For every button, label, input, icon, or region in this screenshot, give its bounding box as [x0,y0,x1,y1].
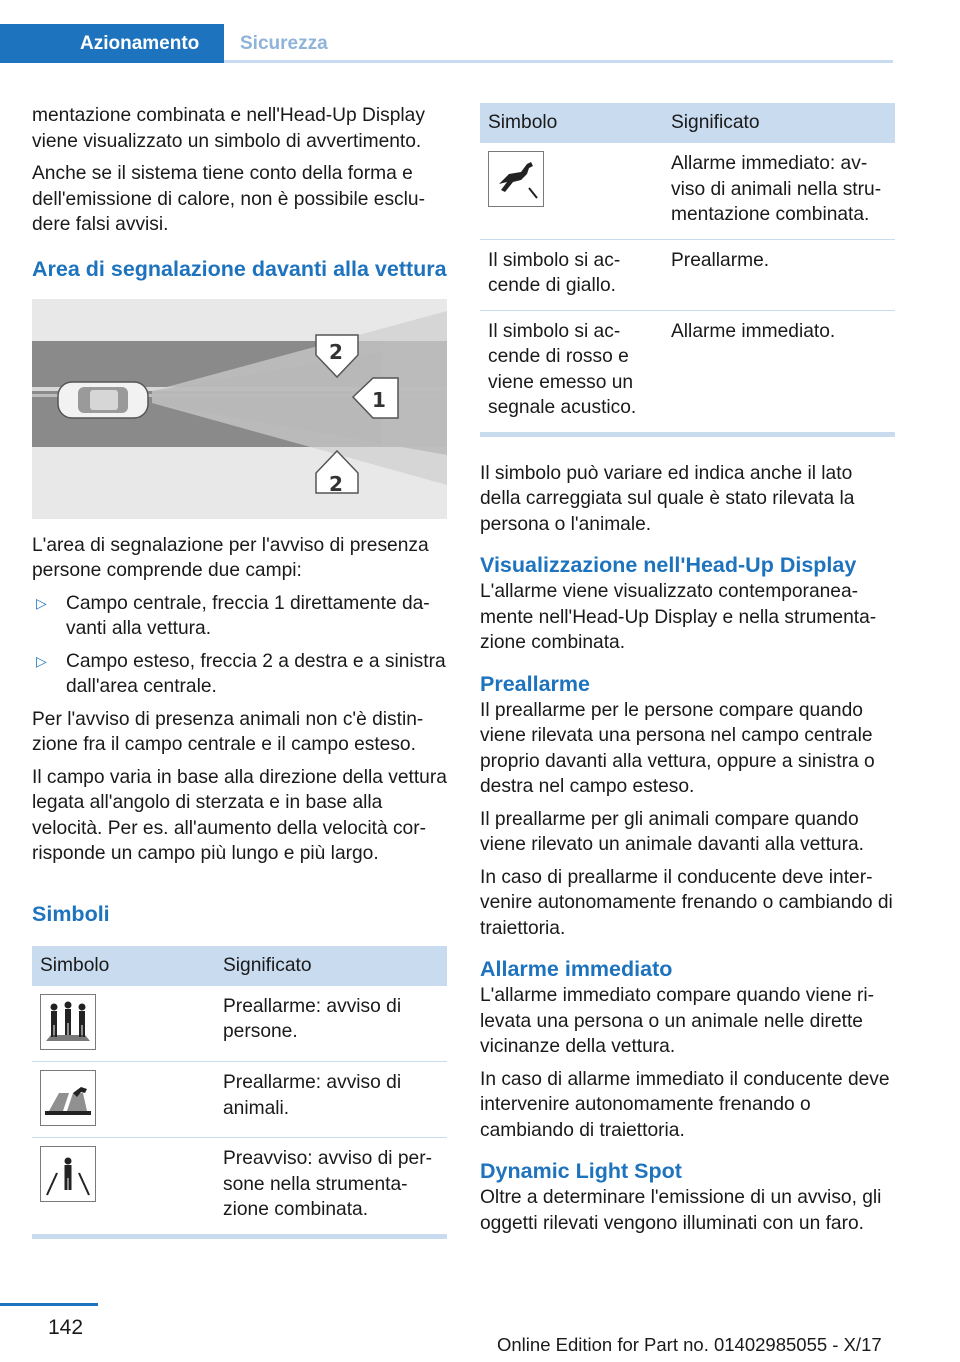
pedestrian-road-icon [40,1146,96,1202]
table-cell: Preallarme: avviso di animali. [215,1062,447,1138]
paragraph: In caso di preallarme il conducente deve intervenire autonomamente frenando o cambiando di traiettoria. [480,866,893,939]
paragraph: Oltre a determinare l'emissione di un avviso, gli oggetti rilevati vengono illuminati con un faro. [480,1187,882,1234]
arrow-label: 1 [372,387,386,412]
table-row [32,1138,447,1235]
detection-area-illustration [32,299,447,519]
bullet-item [32,591,447,642]
paragraph: In caso di allarme immediato il conducente deve intervenire autonomamente frenando o cambiando di traiettoria. [480,1068,890,1141]
section-heading: Area di segnalazione davanti alla vettura [32,256,447,281]
paragraph: L'allarme immediato compare quando viene rilevata una persona o un animale nelle dirette vicinanze della vettura. [480,985,875,1057]
paragraph: Il preallarme per gli animali compare quando viene rilevato un animale davanti alla vettura. [480,808,864,855]
edition-note: Online Edition for Part no. 01402985055 - X/17 [497,1334,882,1355]
paragraph: Per l'avviso di presenza animali non c'è distinzione fra il campo centrale e il campo esteso. [32,708,424,755]
table-header: Simbolo [32,946,215,986]
footer-rule [0,1303,98,1306]
tab-azionamento[interactable]: Azionamento [0,24,224,63]
table-cell: Allarme immediato. [663,310,895,432]
table-cell: Preallarme: avviso di persone. [215,986,447,1062]
page-header [0,24,893,62]
bullet-item [32,649,447,700]
table-cell: Il simbolo si accende di giallo. [480,239,663,310]
page-number: 142 [48,1316,84,1339]
deer-jumping-icon [488,151,544,207]
table-header: Simbolo [480,103,663,143]
table-cell: Allarme immediato: avviso di animali nella strumentazione combinata. [663,143,895,239]
pedestrians-warning-icon [40,994,96,1050]
section-heading: Dynamic Light Spot [480,1159,682,1183]
section-heading: Preallarme [480,671,590,696]
car-icon [58,382,148,418]
bullet-text: Campo esteso, freccia 2 a destra e a sinistra dall'area centrale. [66,650,446,697]
arrow-label: 2 [329,339,343,364]
bullet-text: Campo centrale, freccia 1 direttamente davanti alla vettura. [66,592,430,639]
table-cell: Preavviso: avviso di persone nella strumentazione combinata. [215,1138,447,1235]
arrow-label: 2 [329,471,343,496]
table-row [32,1062,447,1138]
paragraph: Anche se il sistema tiene conto della forma e dell'emissione di calore, non è possibile escludere falsi avvisi. [32,163,425,235]
table-row [480,310,895,432]
table-row [32,986,447,1062]
left-column [32,103,447,1239]
table-row [480,239,895,310]
triangle-bullet-icon: ▷ [36,594,47,611]
table-cell: Preallarme. [663,239,895,310]
table-header: Significato [215,946,447,986]
paragraph: Il simbolo può variare ed indica anche il lato della carreggiata sul quale è stato rilevata la persona o l'animale. [480,462,855,535]
table-row [480,143,895,239]
section-heading: Simboli [32,901,110,926]
table-cell: Il simbolo si accende di rosso e viene emesso un segnale acustico. [480,310,663,432]
alarm-table [480,103,895,433]
paragraph: Il preallarme per le persone compare quando viene rilevata una persona nel campo centrale proprio davanti alla vettura, oppure a sinistra o destra nel campo esteso. [480,699,875,797]
table-bottom-rule [32,1235,447,1239]
symbols-table [32,946,447,1235]
tab-sicurezza[interactable]: Sicurezza [240,33,328,54]
paragraph: Il campo varia in base alla direzione della vettura legata all'angolo di sterzata e in base alla velocità. Per es. all'aumento della velocità corrisponde un campo più lungo e più largo. [32,766,447,864]
detection-area-figure [32,299,447,519]
table-header: Significato [663,103,895,143]
animal-road-warning-icon [40,1070,96,1126]
triangle-bullet-icon: ▷ [36,652,47,669]
section-heading: Allarme immediato [480,957,673,981]
table-bottom-rule [480,433,895,437]
section-heading: Visualizzazione nell'Head-Up Display [480,553,857,577]
paragraph: L'area di segnalazione per l'avviso di presenza persone comprende due campi: [32,534,429,581]
paragraph: L'allarme viene visualizzato contemporaneamente nell'Head-Up Display e nella strumentazione combinata. [480,581,877,653]
paragraph: mentazione combinata e nell'Head-Up Display viene visualizzato un simbolo di avvertimento. [32,105,425,152]
right-column [480,103,895,1243]
